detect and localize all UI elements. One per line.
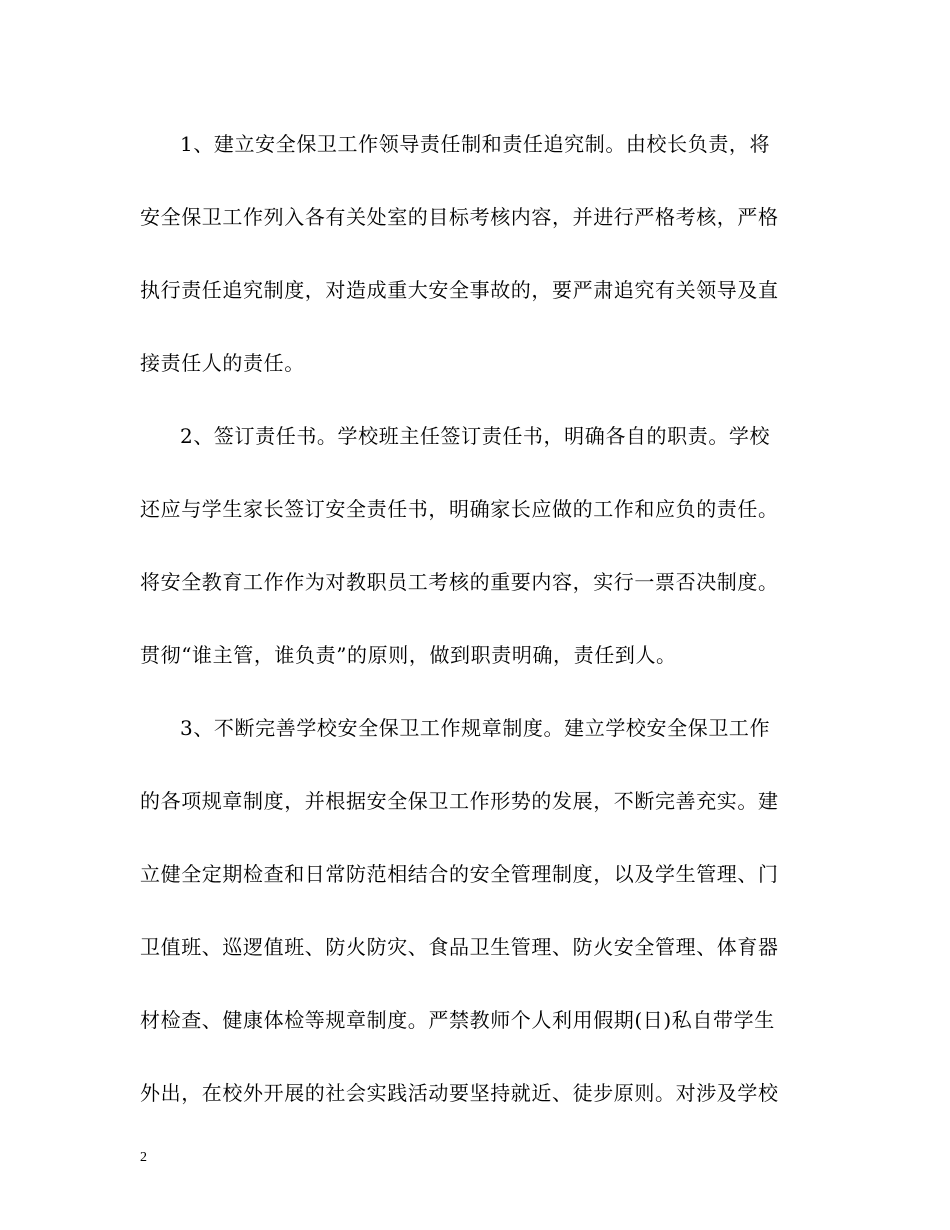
paragraph-3-line-2: 的各项规章制度，并根据安全保卫工作形势的发展，不断完善充实。建 (140, 789, 779, 813)
paragraph-2-line-4: 贯彻“谁主管，谁负责”的原则，做到职责明确，责任到人。 (140, 643, 677, 667)
paragraph-1-line-2: 安全保卫工作列入各有关处室的目标考核内容，并进行严格考核，严格 (140, 205, 779, 229)
paragraph-2-line-2: 还应与学生家长签订安全责任书，明确家长应做的工作和应负的责任。 (140, 497, 779, 521)
paragraph-1-line-3: 执行责任追究制度，对造成重大安全事故的，要严肃追究有关领导及直 (140, 278, 779, 302)
paragraph-3-line-5: 材检查、健康体检等规章制度。严禁教师个人利用假期(日)私自带学生 (140, 1008, 775, 1032)
paragraph-1-line-4: 接责任人的责任。 (140, 351, 305, 375)
paragraph-1-line-1: 1、建立安全保卫工作领导责任制和责任追究制。由校长负责，将 (180, 132, 771, 156)
paragraph-3-line-1: 3、不断完善学校安全保卫工作规章制度。建立学校安全保卫工作 (180, 716, 771, 740)
paragraph-2-line-3: 将安全教育工作作为对教职员工考核的重要内容，实行一票否决制度。 (140, 570, 779, 594)
paragraph-3-line-3: 立健全定期检查和日常防范相结合的安全管理制度，以及学生管理、门 (140, 862, 779, 886)
paragraph-2-line-1: 2、签订责任书。学校班主任签订责任书，明确各自的职责。学校 (180, 424, 771, 448)
paragraph-3-line-6: 外出，在校外开展的社会实践活动要坚持就近、徒步原则。对涉及学校 (140, 1081, 779, 1105)
page-number: 2 (140, 1150, 147, 1165)
paragraph-3-line-4: 卫值班、巡逻值班、防火防灾、食品卫生管理、防火安全管理、体育器 (140, 935, 779, 959)
